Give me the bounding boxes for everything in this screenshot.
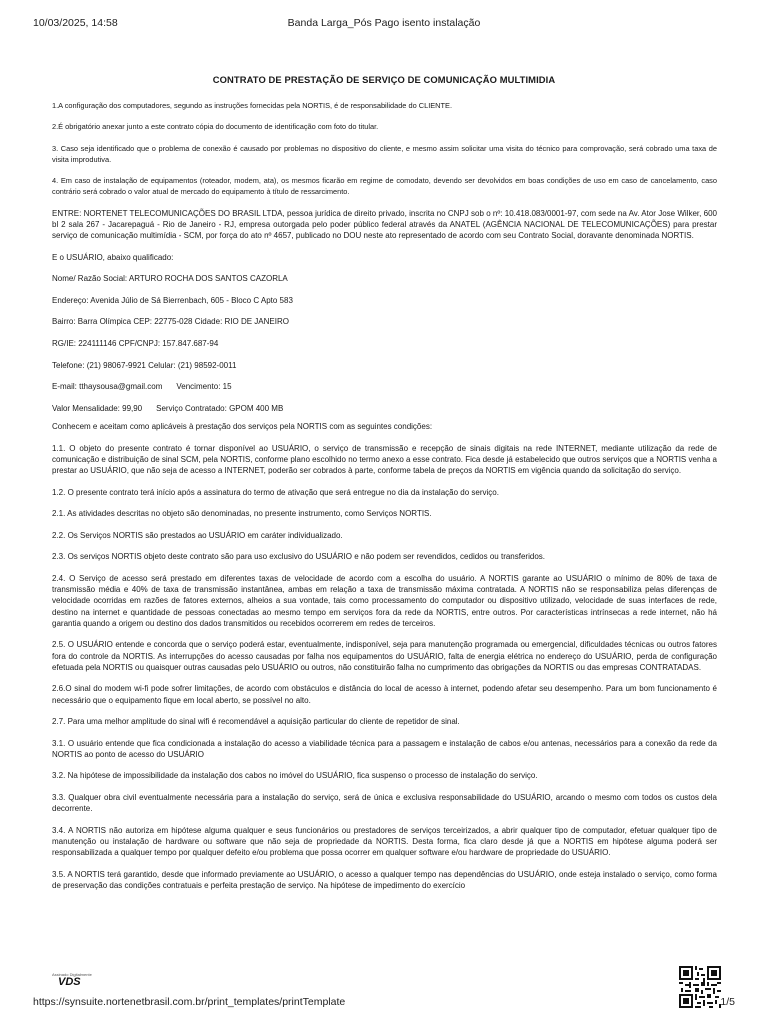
conditions-intro: Conhecem e aceitam como aplicáveis à prestação dos serviços pela NORTIS com as seguintes condições: (52, 421, 433, 431)
clause-2-6: 2.6.O sinal do modem wi-fi pode sofrer limitações, de acordo com obstáculos e distância do local de acesso à internet, podendo afetar seu desempenho. Para um bom funcionamento é necessário que o equipamento fique em local aberto, se possível no alto. (52, 684, 717, 705)
clause-3-2: 3.2. Na hipótese de impossibilidade da instalação dos cabos no imóvel do USUÁRIO, fica suspenso o processo de instalação do serviço. (52, 771, 538, 781)
customer-address: Endereço: Avenida Júlio de Sá Bierrenbach, 605 - Bloco C Apto 583 (52, 295, 293, 305)
customer-phones: Telefone: (21) 98067-9921 Celular: (21) 98592-0011 (52, 360, 237, 370)
clause-2-2: 2.2. Os Serviços NORTIS são prestados ao USUÁRIO em caráter individualizado. (52, 530, 343, 540)
clause-2-5: 2.5. O USUÁRIO entende e concorda que o serviço poderá estar, eventualmente, indisponível, seja para manutenção programada ou emergencial, dificuldades técnicas ou outros fatores fora do controle da NORTIS. As interrupções do acesso causadas por falha nos equipamentos do USUÁRIO, falta de energia elétrica no endereço do USUÁRIO, perda de configuração efetuada pela NORTIS ou quaisquer outras causadas pelo USUÁRIO ou outros, não constituirão falha no cumprimento das obrigações da NORTIS ou das empresas CONTRATADAS. (52, 640, 717, 672)
page-number: 1/5 (720, 996, 735, 1008)
print-footer (33, 996, 735, 1010)
signature-label: Assinado Digitalmente (52, 972, 92, 977)
parties-entre: ENTRE: NORTENET TELECOMUNICAÇÕES DO BRASIL LTDA, pessoa jurídica de direito privado, inscrita no CNPJ sob o nº: 10.418.083/0001-97, com sede na Av. Ator Jose Wilker, 600 bl 2 sala 267 - Jacarepaguá - Rio de Janeiro - RJ, empresa outorgada pelo poder público federal através da ANATEL (AGÊNCIA NACIONAL DE TELECOMUNICAÇÕES) para prestar serviço de comunicação multimídia - SCM, por força do ato nº 4657, publicado no DOU neste ato representado de acordo com seu Contrato Social, doravante denominada NORTIS. (52, 208, 717, 240)
clause-2-3: 2.3. Os serviços NORTIS objeto deste contrato são para uso exclusivo do USUÁRIO e não podem ser revendidos, cedidos ou transferidos. (52, 552, 545, 562)
customer-name: Nome/ Razão Social: ARTURO ROCHA DOS SANTOS CAZORLA (52, 274, 288, 284)
usuario-intro: E o USUÁRIO, abaixo qualificado: (52, 252, 174, 262)
clause-3-5: 3.5. A NORTIS terá garantido, desde que informado previamente ao USUÁRIO, o acesso a qualquer tempo nas dependências do USUÁRIO, onde esteja instalado o serviço, como forma de preservação das condições contratuais e perfeita prestação de serviço. Na hipótese de impedimento do exercício (52, 869, 717, 891)
contract-title: CONTRATO DE PRESTAÇÃO DE SERVIÇO DE COMUNICAÇÃO MULTIMIDIA (212, 74, 556, 85)
clause-3-1: 3.1. O usuário entende que fica condicionada a instalação do acesso a viabilidade técnica para a passagem e instalação de cabos e/ou antenas, necessários para a conexão da rede da NORTIS ao ponto de acesso do USUÁRIO (52, 738, 717, 759)
customer-email: E-mail: tthaysousa@gmail.com (52, 382, 163, 392)
customer-fee: Valor Mensalidade: 99,90 (52, 403, 143, 413)
print-url: https://synsuite.nortenetbrasil.com.br/print_templates/printTemplate (33, 996, 346, 1008)
intro-clause-1: 1.A configuração dos computadores, segundo as instruções fornecidas pela NORTIS, é de responsabilidade do CLIENTE. (52, 101, 453, 110)
intro-clause-2: 2.É obrigatório anexar junto a este contrato cópia do documento de identificação com foto do titular. (52, 122, 379, 132)
print-header (33, 17, 735, 31)
customer-district: Bairro: Barra Olímpica CEP: 22775-028 Cidade: RIO DE JANEIRO (52, 317, 289, 327)
customer-due: Vencimento: 15 (176, 382, 232, 392)
digital-signature-logo (52, 972, 112, 990)
intro-clause-3: 3. Caso seja identificado que o problema de conexão é causado por problemas no dispositivo do cliente, e mesmo assim solicitar uma visita do técnico para comprovação, será cobrado uma taxa de visita improdutiva. (52, 143, 717, 164)
clause-3-3: 3.3. Qualquer obra civil eventualmente necessária para a instalação do serviço, será de única e exclusiva responsabilidade do USUÁRIO, arcando o mesmo com todos os custos dela decorrente. (52, 793, 717, 814)
customer-email-row (52, 381, 717, 392)
clause-1-1: 1.1. O objeto do presente contrato é tornar disponível ao USUÁRIO, o serviço de transmissão e recepção de sinais digitais na rede INTERNET, mediante utilização da rede de comunicação e distribuição de sinal SCM, pela NORTIS, conforme plano escolhido no termo anexo a esse contrato. Fica desde já estabelecido que outros serviços que a NORTIS venha a prestar ao USUÁRIO, que não seja de acesso a INTERNET, poderão ser cobrados à parte, conforme tabela de preços da NORTIS em vigência quando da solicitação do serviço. (52, 443, 717, 475)
customer-fee-row (52, 403, 717, 414)
clause-2-4: 2.4. O Serviço de acesso será prestado em diferentes taxas de velocidade de acordo com a escolha do usuário. A NORTIS garante ao USUÁRIO o mínimo de 80% de taxa de transmissão média e 40% de taxa de transmissão instantânea, ambas em relação a taxa de transmissão máxima contratada. A NORTIS não se responsabiliza pelas diferenças de velocidade ocorridas em razões de fatores externos, alheios a sua vontade, tais como processamento do computador ou dispositivo utilizado, velocidade de suas interfaces de rede, destino na internet e quantidade de pessoas conectadas ao mesmo tempo em serviços fora da rede da NORTIS, entre outros. Por características intrínsecas a rede internet, não há garantia quando a origem ou destino dos dados transmitidos ou recebidos ocorrerem em redes de terceiros. (52, 573, 717, 628)
contract-body (52, 100, 717, 891)
signature-brand: VDS (58, 976, 81, 988)
clause-2-7: 2.7. Para uma melhor amplitude do sinal wifi é recomendável a aquisição particular do cliente de repetidor de sinal. (52, 717, 460, 727)
print-datetime: 10/03/2025, 14:58 (33, 17, 118, 29)
clause-1-2: 1.2. O presente contrato terá início após a assinatura do termo de ativação que será entregue no dia da instalação do serviço. (52, 487, 499, 497)
customer-service: Serviço Contratado: GPOM 400 MB (156, 403, 284, 413)
clause-3-4: 3.4. A NORTIS não autoriza em hipótese alguma qualquer e seus funcionários ou prestadores de serviços terceirizados, a abrir qualquer tipo de computador, efetuar qualquer tipo de manutenção ou instalação de hardware ou software que não seja de propriedade da NORTIS. Desta forma, fica claro desde já que a NORTIS em hipótese alguma poderá ser responsabilizada a qualquer tempo por qualquer defeito e/ou problema que possa ocorrer em qualquer software e/ou hardware de propriedade do USUÁRIO. (52, 825, 717, 858)
clause-2-1: 2.1. As atividades descritas no objeto são denominadas, no presente instrumento, como Serviços NORTIS. (52, 509, 432, 519)
print-page-title: Banda Larga_Pós Pago isento instalação (287, 17, 481, 29)
customer-ids: RG/IE: 224111146 CPF/CNPJ: 157.847.687-94 (52, 338, 219, 348)
intro-clause-4: 4. Em caso de instalação de equipamentos (roteador, modem, ata), os mesmos ficarão em regime de comodato, devendo ser devolvidos em boas condições de uso em caso de cancelamento, caso contrário será cobrado o valor atual de mercado do equipamento à título de ressarcimento. (52, 176, 717, 197)
